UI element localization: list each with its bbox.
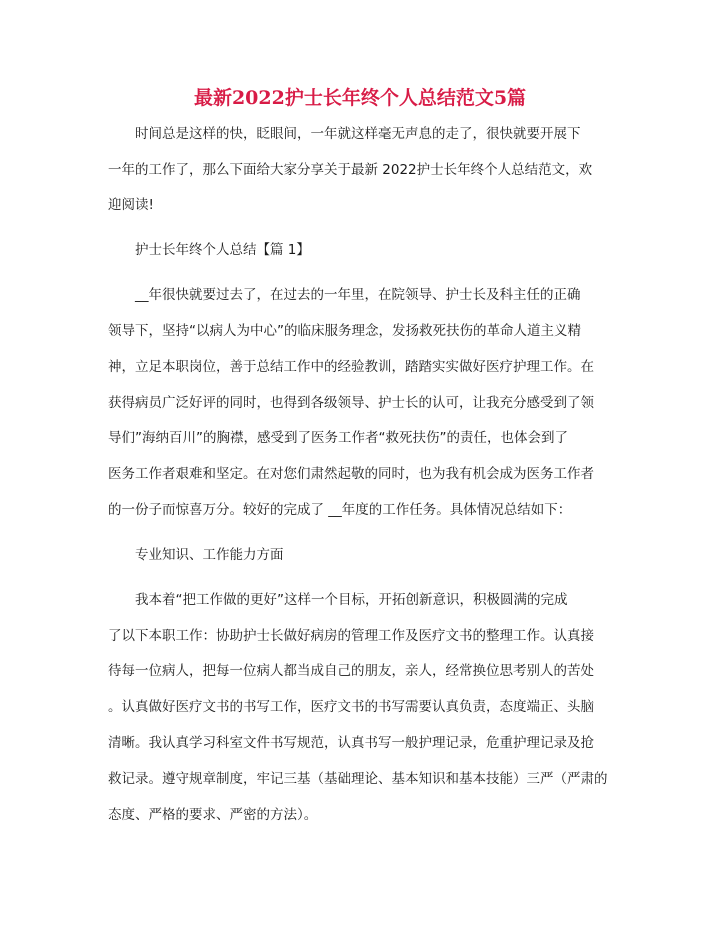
paragraph-line: 一年的工作了，那么下面给大家分享关于最新 2022护士长年终个人总结范文，欢 (108, 162, 593, 178)
paragraph-line: 时间总是这样的快，眨眼间，一年就这样毫无声息的走了，很快就要开展下 (135, 126, 581, 142)
paragraph-line: 我本着“把工作做的更好”这样一个目标，开拓创新意识，积极圆满的完成 (135, 592, 568, 608)
paragraph-line: __年很快就要过去了，在过去的一年里，在院领导、护士长及科主任的正确 (135, 287, 581, 303)
paragraph-line: 清晰。我认真学习科室文件书写规范，认真书写一般护理记录，危重护理记录及抢 (108, 735, 594, 751)
paragraph-line: 领导下，坚持“以病人为中心”的临床服务理念，发扬救死扶伤的革命人道主义精 (108, 323, 581, 339)
paragraph-line: 迎阅读! (108, 197, 154, 213)
paragraph-line: 神，立足本职岗位，善于总结工作中的经验教训，踏踏实实做好医疗护理工作。在 (108, 359, 594, 375)
paragraph-line: 救记录。遵守规章制度，牢记三基（基础理论、基本知识和基本技能）三严（严肃的 (108, 771, 608, 787)
paragraph-line: 的一份子而惊喜万分。较好的完成了 __年度的工作任务。具体情况总结如下： (108, 502, 572, 518)
paragraph-line: 。认真做好医疗文书的书写工作，医疗文书的书写需要认真负责，态度端正、头脑 (108, 699, 594, 715)
paragraph-line: 待每一位病人，把每一位病人都当成自己的朋友，亲人，经常换位思考别人的苦处 (108, 663, 594, 679)
paragraph-line: 导们”海纳百川”的胸襟，感受到了医务工作者“救死扶伤”的责任，也体会到了 (108, 430, 568, 446)
page-title: 最新2022护士长年终个人总结范文5篇 (193, 87, 527, 109)
paragraph-line: 了以下本职工作：协助护士长做好病房的管理工作及医疗文书的整理工作。认真接 (108, 628, 594, 644)
section-heading: 专业知识、工作能力方面 (135, 547, 284, 563)
paragraph-line: 获得病员广泛好评的同时，也得到各级领导、护士长的认可，让我充分感受到了领 (108, 395, 594, 411)
section-heading: 护士长年终个人总结【篇 1】 (135, 242, 310, 258)
paragraph-line: 态度、严格的要求、严密的方法）。 (108, 807, 318, 823)
paragraph-line: 医务工作者艰难和坚定。在对您们肃然起敬的同时，也为我有机会成为医务工作者 (108, 466, 594, 482)
